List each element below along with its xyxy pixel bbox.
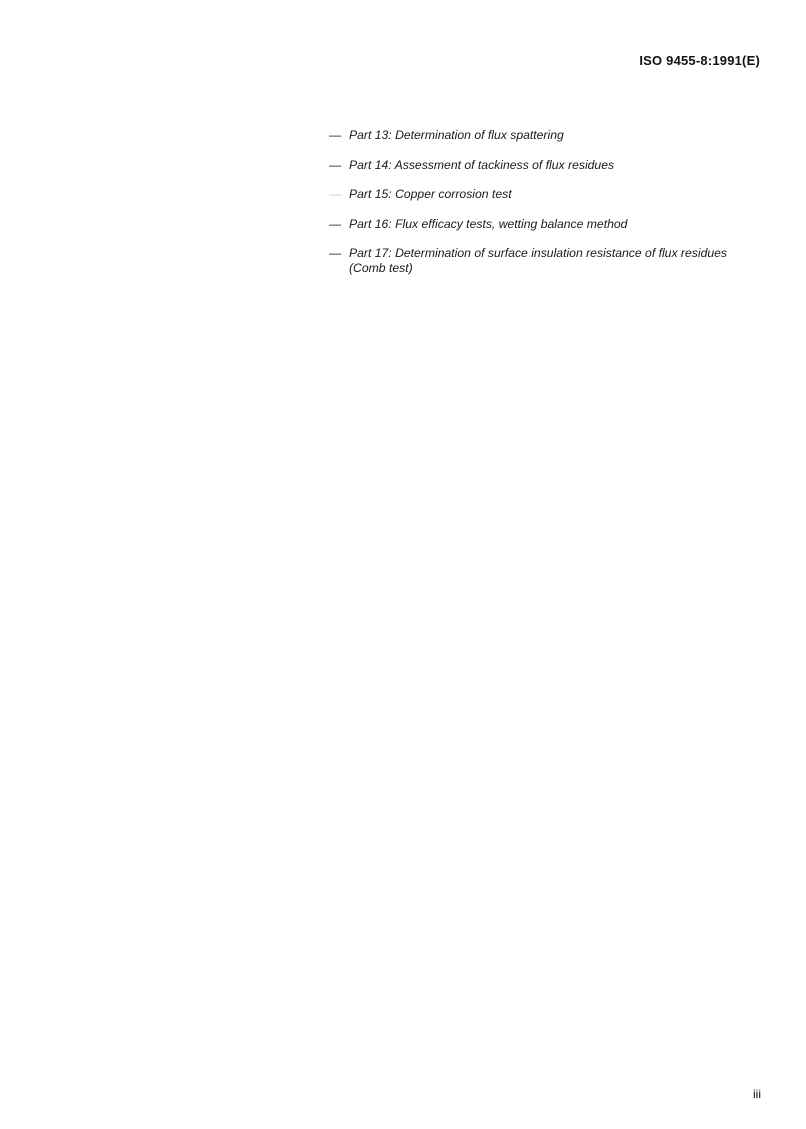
part-16-text: Part 16: Flux efficacy tests, wetting balance method <box>349 216 628 231</box>
list-dash: — <box>329 216 342 231</box>
parts-list <box>329 128 765 290</box>
list-item-part-17 <box>329 246 765 275</box>
document-reference: ISO 9455-8:1991(E) <box>639 53 760 68</box>
part-17-text: Part 17: Determination of surface insulation resistance of flux residues (Comb test) <box>349 246 728 275</box>
list-item-part-14 <box>329 158 765 173</box>
list-dash: — <box>329 246 342 260</box>
scan-speck <box>617 113 618 114</box>
list-item-part-16 <box>329 217 765 232</box>
part-13-text: Part 13: Determination of flux spattering <box>349 128 564 142</box>
list-item-part-13 <box>329 128 765 143</box>
list-item-part-15 <box>329 187 765 202</box>
page-number: iii <box>753 1087 761 1101</box>
scan-speck <box>277 993 278 994</box>
list-dash: — <box>329 187 342 201</box>
part-15-text: Part 15: Copper corrosion test <box>349 187 512 201</box>
list-dash: — <box>329 128 342 142</box>
list-dash: — <box>329 157 342 172</box>
scan-speck <box>497 861 498 862</box>
part-14-text: Part 14: Assessment of tackiness of flux residues <box>349 157 615 172</box>
scan-speck <box>261 139 262 140</box>
